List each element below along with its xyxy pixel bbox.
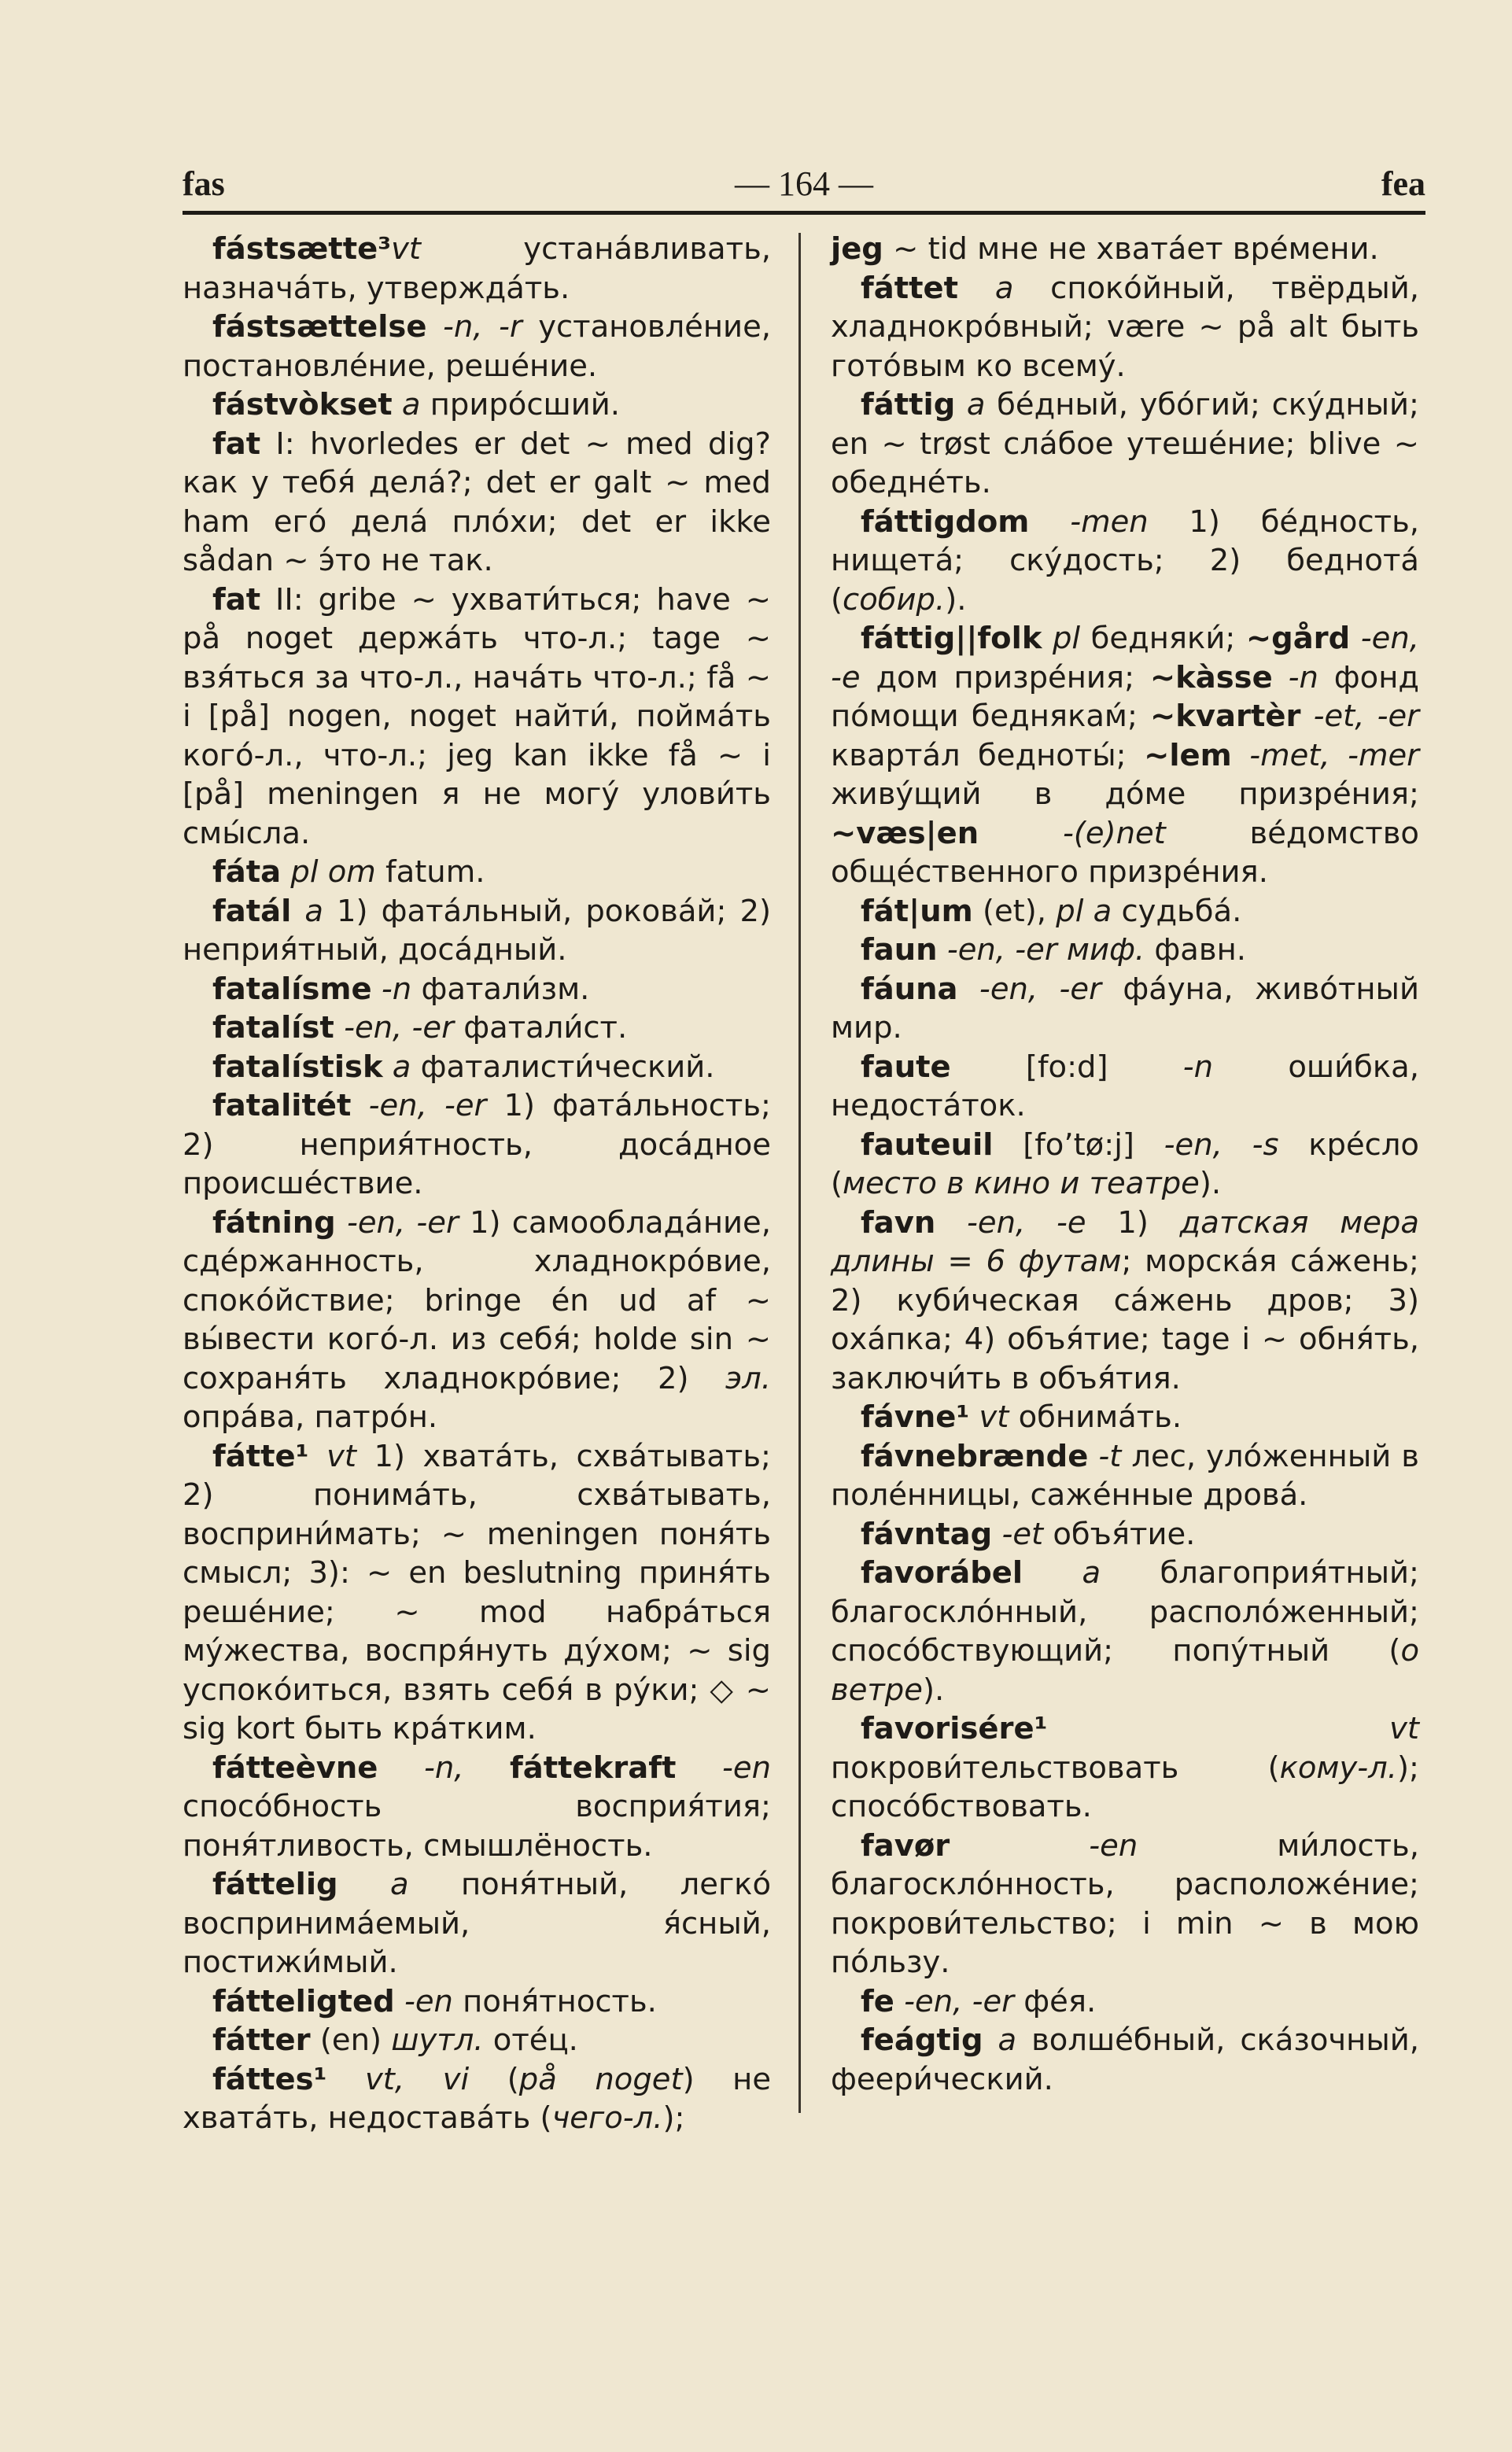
entry-text [1088,1439,1098,1474]
entry-text: фе́я. [1014,1983,1097,2019]
entry-text: 1) хвата́ть, схва́тывать; 2) понима́ть, схва́тывать, восприни́мать; ~ meningen поня́ть смысл; 3): ~ en beslutning приня́ть реше́ние; ~ mod набра́ться му́жества, воспря́нуть ду́хом; ~ sig успоко́иться, взять себя́ в ру́ки; ◇ ~ sig kort быть кра́тким. [183,1438,771,1746]
entry-text [950,1828,1089,1864]
entry-grammar-note: vt [979,1399,1009,1435]
entry-text: покрови́тельствовать ( [831,1750,1280,1786]
entry-text: приро́сший. [420,387,621,422]
dictionary-entry [831,1048,1419,1126]
entry-text: 1) самооблада́ние, сде́ржанность, хладнокро́вие, споко́йствие; bringe én ud af ~ вы́вести кого́-л. из себя́; holde sin ~ сохраня́ть хладнокро́вие; 2) [183,1204,771,1396]
dictionary-entry [183,2021,771,2060]
entry-headword: fáttig [861,387,956,422]
entry-text: кре́сло ( [831,1126,1419,1201]
entry-grammar-note: -en, -s [1164,1126,1279,1163]
entry-text: спосо́бность восприя́тия; поня́тливость, смышлёность. [183,1789,771,1864]
left-column [183,230,771,2138]
entry-headword: faun [861,932,938,968]
dictionary-entry [183,1086,771,1204]
entry-grammar-note: шутл. [391,2022,484,2058]
entry-grammar-note: -et [1001,1516,1044,1552]
entry-grammar-note: a [966,387,986,422]
entry-text: бе́дный, убо́гий; ску́дный; en ~ trøst сла́бое утеше́ние; blive ~ обедне́ть. [831,387,1419,500]
entry-headword: favorábel [861,1555,1023,1591]
entry-text: оте́ц. [483,2022,578,2058]
header-last-guide-word: fea [1381,164,1425,203]
entry-grammar-note: -en, -er [346,1204,459,1241]
entry-grammar-note: -n, -r [442,309,522,345]
dictionary-entry [183,385,771,425]
entry-text: ); [662,2100,685,2136]
entry-grammar-note: på noget [518,2061,683,2097]
entry-headword: fe [861,1983,894,2019]
entry-text [309,1439,327,1474]
entry-text: ми́лость, благоскло́нность, расположе́ние; покрови́тельство; i min ~ в мою по́льзу. [831,1827,1419,1980]
entry-text [958,271,995,306]
page-header [183,157,1425,205]
entry-text: объя́тие. [1043,1516,1196,1552]
entry-text: ( [469,2061,519,2097]
entry-text: I: hvorledes er det ~ med dig? как у тебя́ дела́?; det er galt ~ med ham его́ дела́ пло́хи; det er ikke sådan ~ э́то не так. [183,426,771,578]
entry-headword: fávntag [861,1516,993,1552]
entry-grammar-note: -met, -mer [1249,737,1419,773]
entry-text [958,972,979,1007]
header-rule [183,211,1425,215]
dictionary-entry [183,1204,771,1437]
entry-text [395,1984,404,2019]
dictionary-entry [831,1126,1419,1204]
entry-text: II: gribe ~ ухвати́ться; have ~ på noget держа́ть что-л.; tage ~ взя́ться за что-л., нача́ть что-л.; få ~ i [på] nogen, noget найти́, пойма́ть кого́-л., что-л.; jeg kan ikke få ~ i [på] meningen я не могу́ улови́ть смы́сла. [183,581,771,851]
entry-text: судьба́. [1112,893,1242,929]
dictionary-entry [183,230,771,308]
dictionary-entry [183,425,771,581]
entry-headword: favn [861,1204,936,1241]
dictionary-entry [831,1709,1419,1827]
entry-grammar-note: pl a [1056,893,1112,929]
entry-grammar-note: собир. [843,581,946,618]
dictionary-entry [831,1827,1419,1982]
entry-text [979,816,1063,851]
entry-subheadword: ~gård [1245,621,1351,656]
entry-text: 1) фата́льный, рокова́й; 2) неприя́тный, доса́дный. [183,893,771,968]
entry-text: 1) фата́льность; 2) неприя́тность, доса́дное происше́ствие. [183,1088,771,1201]
entry-text: фонд по́мощи беднякам́; [831,659,1419,734]
entry-headword: fauteuil [861,1126,994,1163]
entry-text: оши́бка, недоста́ток. [831,1049,1419,1123]
entry-grammar-note: -en [1089,1827,1138,1864]
entry-grammar-note: -en, -er миф. [946,932,1145,968]
entry-text [338,1867,390,1902]
entry-text [1232,738,1249,773]
entry-headword: fátter [212,2022,311,2058]
entry-grammar-note: a [304,893,323,929]
dictionary-entry [183,581,771,854]
entry-grammar-note: -en, -er [344,1010,454,1045]
entry-text [1029,504,1070,540]
entry-text: ). [1199,1166,1222,1201]
dictionary-entry [831,1982,1419,2022]
entry-text: [fo’tø:j] [993,1126,1164,1163]
entry-text: установле́ние, постановле́ние, реше́ние. [183,309,771,384]
dictionary-entry [831,1204,1419,1399]
entry-text [894,1984,904,2019]
entry-grammar-note: a [998,2022,1017,2058]
dictionary-entry [831,619,1419,892]
entry-text [351,1088,368,1123]
entry-grammar-note: о ветре [831,1633,1419,1708]
entry-grammar-note: чего-л. [551,2100,663,2136]
entry-text [992,1517,1001,1552]
entry-headword: fat [212,581,261,618]
entry-grammar-note: -men [1070,503,1149,540]
entry-text: кварта́л бедноты́; [831,737,1145,773]
entry-text [935,1205,967,1241]
dictionary-entry [831,1437,1419,1515]
entry-text: обнима́ть. [1009,1399,1182,1435]
header-first-guide-word: fas [183,164,225,203]
entry-grammar-note: -en, -e [831,621,1419,695]
entry-text: фатали́ст. [453,1010,628,1045]
dictionary-entry [183,1982,771,2022]
entry-text [463,1750,510,1786]
entry-grammar-note: vt [391,231,421,267]
entry-text: 1) бе́дность, нищета́; ску́дость; 2) беднота́ ( [831,503,1419,618]
entry-text [378,1750,424,1786]
entry-text [1273,660,1289,695]
entry-text: ; морска́я са́жень; 2) куби́ческая са́жень дров; 3) оха́пка; 4) объя́тие; tage i ~ обня́ть, заключи́ть в объя́тия. [831,1244,1419,1396]
dictionary-entry [183,1749,771,1866]
entry-text: (en) [310,2022,392,2058]
dictionary-entry [183,892,771,970]
entry-headword: feágtig [861,2022,983,2058]
entry-headword: fástsætte³ [212,231,392,267]
entry-text: фатали́зм. [411,971,590,1007]
entry-text: 1) [1086,1204,1180,1241]
dictionary-entry [831,970,1419,1048]
entry-text [1023,1555,1082,1591]
entry-headword: fáuna [861,971,958,1007]
entry-text: поня́тный, легко́ воспринима́емый, я́сный, постижи́мый. [183,1867,771,1980]
entry-headword: fatalitét [212,1088,352,1123]
entry-grammar-note: место в кино и театре [843,1166,1200,1201]
entry-text: фавн. [1145,932,1246,968]
entry-grammar-note: -en, -er [368,1088,487,1123]
entry-headword: fatál [212,893,292,929]
entry-grammar-note: pl om [290,854,376,890]
right-column [831,230,1419,2099]
entry-text: ве́домство обще́ственного призре́ния. [831,815,1419,890]
entry-grammar-note: pl [1052,621,1081,656]
entry-text [372,972,382,1007]
entry-grammar-note: a [392,1049,411,1085]
entry-text: (et), [972,893,1057,929]
entry-text [281,854,290,890]
entry-text [1350,621,1361,656]
dictionary-entry [831,385,1419,503]
entry-text [969,1399,979,1435]
dictionary-entry [831,2021,1419,2099]
entry-grammar-note: a [1082,1555,1101,1591]
entry-grammar-note: -n [1182,1049,1214,1085]
entry-text [983,2022,998,2058]
entry-text: опра́ва, патро́н. [183,1399,438,1435]
entry-grammar-note: a [390,1867,409,1902]
entry-text [336,1205,347,1241]
entry-headword: fátte¹ [212,1438,309,1474]
entry-headword: fávne¹ [861,1399,970,1435]
entry-grammar-note: -n, [423,1750,464,1786]
entry-text: благоприя́тный; благоскло́нный, располо́женный; спосо́бствующий; попу́тный ( [831,1555,1419,1668]
entry-grammar-note: -n [1288,659,1318,695]
entry-subheadword: jeg [831,231,883,267]
dictionary-entry [183,2060,771,2138]
entry-text: ~ tid мне не хвата́ет вре́мени. [883,231,1379,267]
dictionary-entry [183,308,771,385]
entry-grammar-note: датская мера длины = 6 футам [831,1204,1419,1279]
entry-headword: fáttelig [212,1867,338,1902]
dictionary-entry [831,1398,1419,1437]
entry-headword: fástsættelse [212,309,427,345]
entry-grammar-note: -en [721,1750,771,1786]
entry-subheadword: ~væs|en [831,815,979,851]
dictionary-entry [831,269,1419,386]
entry-text [1300,699,1313,734]
entry-grammar-note: -en, -e [967,1204,1086,1241]
entry-subheadword: ~lem [1144,737,1232,773]
entry-grammar-note: -t [1098,1438,1122,1474]
entry-text [326,2062,365,2097]
entry-headword: fáttigdom [861,503,1030,540]
entry-text [291,894,304,929]
entry-headword: fáttet [861,270,959,306]
column-divider [798,233,801,2113]
entry-text: фа́уна, живо́тный мир. [831,971,1419,1045]
entry-text: ). [945,581,967,618]
dictionary-entry [183,853,771,892]
entry-grammar-note: -en, -er [904,1983,1014,2019]
entry-headword: fát|um [861,893,973,929]
dictionary-entry [183,1865,771,1982]
entry-text [938,932,947,968]
entry-text: лес, уло́женный в поле́нницы, саже́нные дрова́. [831,1438,1419,1513]
entry-headword: fat [212,426,261,462]
entry-grammar-note: -et, -er [1313,699,1419,734]
entry-grammar-note: a [994,270,1014,306]
entry-grammar-note: -(e)net [1062,815,1166,851]
entry-text: ) не хвата́ть, недостава́ть ( [183,2061,772,2136]
entry-text [1042,621,1053,656]
dictionary-entry [831,503,1419,620]
entry-text: дом призре́ния; [860,659,1150,695]
entry-grammar-note: vt [1389,1711,1419,1746]
entry-headword: fávnebrænde [861,1438,1089,1474]
entry-headword: faute [861,1049,951,1085]
entry-grammar-note: эл. [725,1360,771,1396]
entry-text: фаталисти́ческий. [411,1049,715,1085]
entry-text [334,1010,344,1045]
entry-text: fatum. [375,854,485,890]
page-number: — 164 — [735,164,873,203]
entry-grammar-note: vt [326,1438,356,1474]
entry-text [955,387,967,422]
entry-headword: fatalíst [212,1010,334,1045]
dictionary-entry [831,892,1419,931]
entry-text: бедняки́; [1080,621,1246,656]
entry-headword: fáta [212,854,282,890]
dictionary-entry [831,230,1419,269]
entry-text [426,309,443,345]
entry-grammar-note: кому-л. [1279,1750,1397,1786]
entry-subheadword: ~kvartèr [1150,699,1301,734]
dictionary-entry [831,1554,1419,1709]
dictionary-entry [183,970,771,1009]
dictionary-entry [183,1437,771,1749]
entry-grammar-note: -n [381,971,412,1007]
dictionary-entry [183,1048,771,1087]
entry-grammar-note: vt, vi [365,2061,470,2097]
entry-grammar-note: a [401,387,421,422]
entry-text: устана́вливать, назнача́ть, утвержда́ть. [183,231,771,306]
entry-text [676,1750,722,1786]
entry-text: споко́йный, твёрдый, хладнокро́вный; være ~ på alt быть гото́вым ко всему́. [831,270,1419,384]
entry-text: ). [922,1672,945,1708]
entry-headword: fátning [212,1204,336,1241]
entry-headword: favorisére¹ [861,1711,1048,1746]
entry-subheadword: ~kàsse [1149,659,1273,695]
entry-text: [fo:d] [950,1049,1183,1085]
entry-headword: fatalísme [212,971,372,1007]
dictionary-entry [831,931,1419,970]
entry-text [1047,1711,1389,1746]
entry-headword: fátteèvne [212,1750,378,1786]
dictionary-entry [183,1008,771,1048]
entry-text [393,387,402,422]
entry-headword: favør [861,1827,950,1864]
entry-text: волше́бный, ска́зочный, феери́ческий. [831,2022,1419,2097]
entry-headword: fátteligted [212,1983,395,2019]
entry-text [383,1049,393,1085]
entry-headword: fáttig||folk [861,621,1042,656]
entry-headword: fatalístisk [212,1049,383,1085]
entry-headword: fástvòkset [212,387,393,422]
entry-subheadword: fáttekraft [510,1750,677,1786]
entry-grammar-note: -en [404,1983,453,2019]
entry-text: ); спосо́бствовать. [831,1750,1419,1824]
entry-text: поня́тность. [452,1983,657,2019]
entry-headword: fáttes¹ [212,2061,327,2097]
entry-text: живу́щий в до́ме призре́ния; [831,776,1419,812]
entry-grammar-note: -en, -er [979,971,1101,1007]
dictionary-entry [831,1515,1419,1554]
